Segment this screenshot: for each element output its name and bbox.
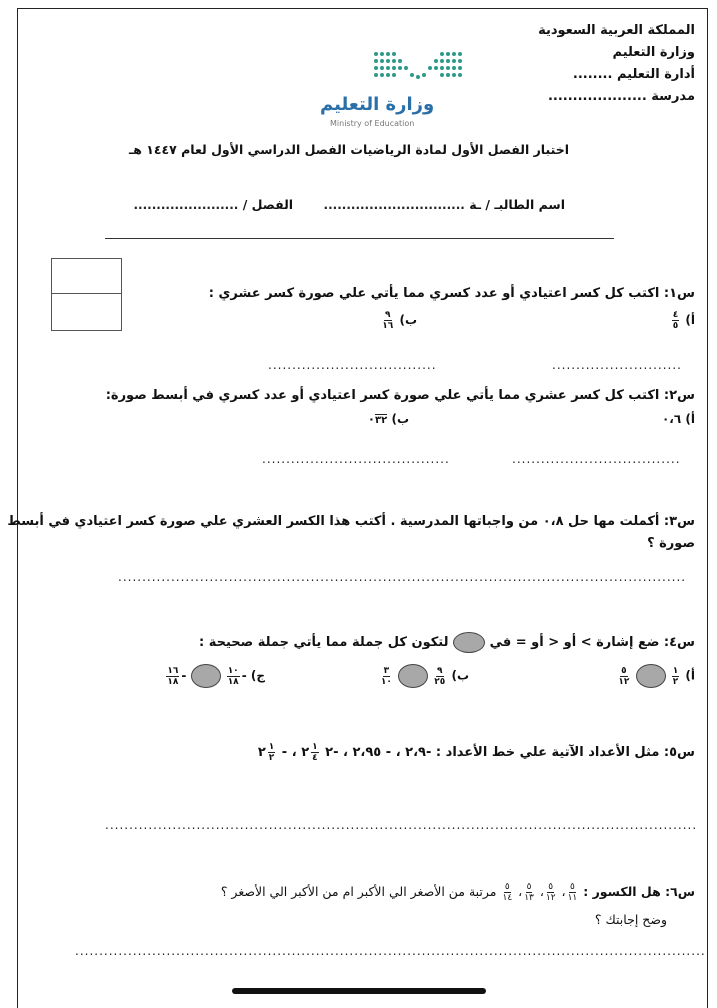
q6-frac-1-num: ٥ bbox=[569, 882, 575, 892]
q4-b-left-den: ٢٥ bbox=[434, 676, 446, 687]
q1-option-b bbox=[380, 310, 417, 331]
q3-text: س٣: أكملت مها حل ٠،٨ من واجباتها المدرسية . أكتب هذا الكسر العشري علي صورة كسر اعتيادي في أبسط bbox=[7, 514, 695, 529]
q2-a-label: أ) bbox=[685, 412, 695, 426]
q5-mixed2-frac bbox=[268, 742, 276, 763]
q2-answer-a[interactable]: ................................... bbox=[512, 452, 681, 466]
q4-text-a: س٤: ضع إشارة > أو < أو = في bbox=[489, 635, 695, 650]
q5-mixed2-den: ٢ bbox=[268, 753, 275, 763]
q5-mixed1-whole: ٢ bbox=[301, 745, 310, 760]
q1-b-label: ب) bbox=[399, 313, 417, 327]
q4-text-b: لتكون كل جملة مما يأتي جملة صحيحة : bbox=[198, 635, 449, 650]
header-block bbox=[538, 20, 695, 108]
q4-b-right-num: ٣ bbox=[383, 665, 390, 676]
q5-text: س٥: مثل الأعداد الآتية علي خط الأعداد : bbox=[435, 745, 695, 760]
q2-b-label: ب) bbox=[391, 412, 409, 426]
q4-a-right-den: ١٢ bbox=[618, 676, 630, 687]
q4-c-left-frac bbox=[227, 666, 240, 687]
q4-oval-icon bbox=[453, 632, 485, 653]
q5-mixed1-den: ٤ bbox=[312, 753, 318, 763]
class-field[interactable]: ....................... bbox=[133, 198, 239, 212]
q4-c-right-sign: - bbox=[181, 668, 187, 683]
q4-text bbox=[199, 632, 695, 653]
q1-text: س١: اكتب كل كسر اعتيادي أو عدد كسري مما يأتي علي صورة كسر عشري : bbox=[208, 286, 695, 301]
q4-a-compare-slot[interactable] bbox=[636, 664, 666, 688]
q4-option-b bbox=[379, 664, 469, 688]
q4-b-label: ب) bbox=[451, 668, 469, 683]
q1-a-den: ٥ bbox=[672, 321, 679, 331]
q4-c-left-den: ١٨ bbox=[227, 676, 239, 687]
q6-frac-3-den: ١٣ bbox=[524, 893, 534, 903]
q4-a-label: أ) bbox=[685, 668, 695, 683]
q4-c-right-frac bbox=[166, 666, 179, 687]
q2-b-repeat: ٣٢ bbox=[375, 415, 388, 426]
q5-answer[interactable]: ........................................................................................................................... bbox=[105, 818, 698, 832]
kingdom-name: المملكة العربية السعودية bbox=[538, 23, 695, 38]
q3-answer[interactable]: ...................................................................................................................... bbox=[118, 570, 687, 584]
q6-text-a: س٦: هل الكسور : bbox=[583, 884, 695, 899]
student-info-row bbox=[133, 197, 565, 212]
q5-mixed2-whole: ٢ bbox=[257, 745, 266, 760]
header-divider bbox=[105, 238, 614, 239]
q4-b-right-den: ١٠ bbox=[380, 676, 392, 687]
score-box bbox=[51, 258, 122, 331]
class-label: الفصل / bbox=[242, 197, 294, 212]
exam-title: اختبار الفصل الأول لمادة الرياضيات الفصل الدراسي الأول لعام ١٤٤٧ هـ bbox=[128, 142, 569, 157]
q4-c-compare-slot[interactable] bbox=[191, 664, 221, 688]
q2-option-b bbox=[368, 412, 409, 426]
q1-answer-a[interactable]: ........................... bbox=[552, 358, 682, 372]
q1-a-label: أ) bbox=[685, 313, 695, 327]
q4-option-a bbox=[616, 664, 695, 688]
student-name-label: اسم الطالبـ / ـة bbox=[469, 197, 565, 212]
ministry-logo-icon bbox=[372, 48, 468, 84]
q4-c-right-num: ١٦ bbox=[167, 665, 179, 676]
school-name: مدرسة .................... bbox=[547, 89, 695, 104]
q1-a-num: ٤ bbox=[672, 310, 679, 320]
q6-frac-4-den: ١٤ bbox=[502, 893, 513, 903]
q6-frac-1 bbox=[568, 882, 578, 903]
ministry-name: وزارة التعليم bbox=[612, 45, 695, 60]
q4-b-left-num: ٩ bbox=[437, 665, 443, 676]
q2-a-value: ٠،٦ bbox=[661, 412, 682, 426]
q6-frac-1-den: ١١ bbox=[567, 893, 578, 903]
q6-frac-2 bbox=[546, 882, 556, 903]
home-indicator[interactable] bbox=[232, 988, 486, 994]
q2-b-value: ٠ bbox=[367, 412, 376, 426]
student-name-field[interactable]: ............................... bbox=[323, 198, 465, 212]
q4-a-left-num: ١ bbox=[672, 665, 679, 676]
q4-c-label: ج) bbox=[250, 668, 265, 683]
q4-a-right-frac bbox=[618, 666, 629, 687]
q6-frac-2-num: ٥ bbox=[548, 882, 554, 892]
q1-answer-b[interactable]: ................................... bbox=[268, 358, 437, 372]
q6-frac-3-num: ٥ bbox=[526, 882, 532, 892]
logo-english-text: Ministry of Education bbox=[330, 119, 415, 128]
q3-text-2: صورة ؟ bbox=[647, 536, 695, 551]
q6-row: س٦: هل الكسور : $\frac{٥}{١١}$ ، $\frac{٥}{١٢}$ ، $\frac{٥}{١٣}$ ، $\frac{٥}{١٤}$ مرتبة من الأصغر الي الأكبر ام من الأكبر الي الأصغر ؟ bbox=[220, 882, 695, 903]
q6-frac-4 bbox=[503, 882, 513, 903]
q5-mixed2-num: ١ bbox=[268, 742, 275, 752]
q6-frac-3 bbox=[524, 882, 534, 903]
q4-a-left-den: ٢ bbox=[672, 676, 679, 687]
education-admin: أدارة التعليم ........ bbox=[572, 67, 695, 82]
q4-c-right-den: ١٨ bbox=[167, 676, 179, 687]
logo-arabic-text: وزارة التعليم bbox=[320, 94, 435, 115]
q1-b-num: ٩ bbox=[385, 310, 391, 320]
q4-b-compare-slot[interactable] bbox=[398, 664, 428, 688]
q2-option-a bbox=[662, 412, 695, 426]
q6-frac-2-den: ١٢ bbox=[545, 893, 556, 903]
q1-option-a bbox=[670, 310, 695, 331]
q6-answer[interactable]: ................................................................................................................................... bbox=[75, 944, 706, 958]
q4-option-c bbox=[164, 664, 265, 688]
q5-values: -٢،٩ ، - ٢،٩٥ ، -٢ bbox=[325, 745, 432, 760]
q4-a-left-frac bbox=[672, 666, 680, 687]
q4-a-right-num: ٥ bbox=[621, 665, 627, 676]
q6-text-c: وضح إجابتك ؟ bbox=[594, 912, 667, 927]
q6-text-b: مرتبة من الأصغر الي الأكبر ام من الأكبر الي الأصغر ؟ bbox=[220, 884, 497, 899]
q1-b-den: ١٦ bbox=[382, 321, 394, 331]
q1-b-fraction bbox=[382, 310, 393, 331]
q5-mixed1-frac bbox=[311, 742, 319, 763]
q4-c-left-sign: - bbox=[241, 668, 247, 683]
q4-b-left-frac bbox=[434, 666, 445, 687]
q4-c-left-num: ١٠ bbox=[227, 665, 239, 676]
q1-a-fraction bbox=[672, 310, 680, 331]
q6-frac-4-num: ٥ bbox=[504, 882, 510, 892]
q2-text: س٢: اكتب كل كسر عشري مما يأتي علي صورة كسر اعتيادي أو عدد كسري في أبسط صورة: bbox=[105, 388, 695, 403]
q5-row bbox=[258, 742, 695, 763]
q5-separator: ، - bbox=[281, 745, 297, 760]
score-box-divider bbox=[52, 293, 121, 294]
page-frame bbox=[17, 8, 708, 1008]
q4-b-right-frac bbox=[381, 666, 392, 687]
q5-mixed1-num: ١ bbox=[312, 742, 318, 752]
q2-answer-b[interactable]: ....................................... bbox=[262, 452, 450, 466]
